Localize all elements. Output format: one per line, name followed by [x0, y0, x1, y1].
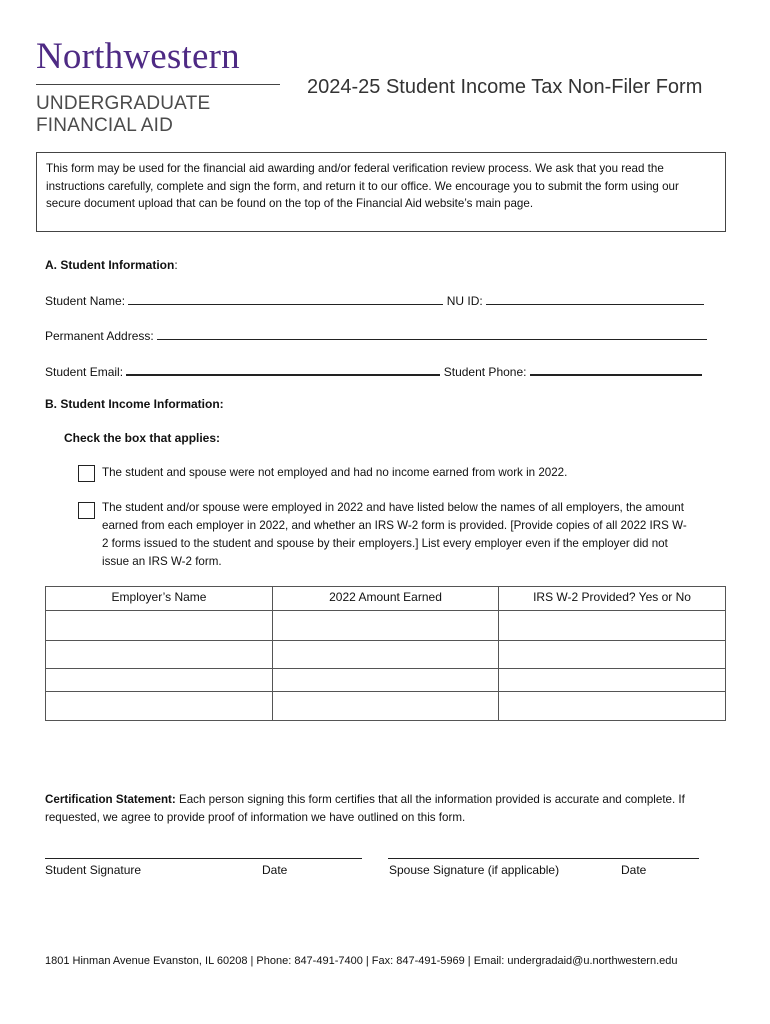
logo-subtitle	[36, 93, 210, 137]
northwestern-logo: Northwestern	[36, 36, 240, 77]
phone-label: Student Phone:	[443, 365, 527, 379]
intro-text: This form may be used for the financial aid awarding and/or federal verification review process. We ask that you read the instructions carefully, complete and sign the form, and return it to our office. We encourage you to submit the form using our secure document upload that can be found on the top of the Financial Aid website’s main page.	[46, 162, 679, 210]
phone-field[interactable]	[530, 362, 702, 376]
table-row	[46, 692, 726, 721]
amount-cell[interactable]	[273, 611, 499, 641]
student-name-label: Student Name:	[45, 294, 126, 308]
w2-cell[interactable]	[499, 692, 726, 721]
form-title: 2024-25 Student Income Tax Non-Filer Form	[307, 76, 703, 98]
amount-cell[interactable]	[273, 641, 499, 669]
address-row	[45, 327, 707, 344]
section-a-title: A. Student Information	[45, 258, 175, 272]
student-signature-line[interactable]	[45, 858, 362, 859]
logo-subtitle-line1: UNDERGRADUATE	[36, 93, 211, 114]
employer-name-cell[interactable]	[46, 641, 273, 669]
intro-box	[36, 152, 726, 232]
student-signature-label: Student Signature	[45, 863, 142, 877]
w2-cell[interactable]	[499, 611, 726, 641]
address-label: Permanent Address:	[45, 329, 154, 343]
col-employer-name: Employer’s Name	[46, 587, 273, 611]
amount-cell[interactable]	[273, 669, 499, 692]
spouse-signature-line[interactable]	[388, 858, 699, 859]
logo-subtitle-line2: FINANCIAL AID	[36, 115, 174, 136]
section-a-colon: :	[174, 258, 178, 272]
certification-text: Each person signing this form certifies that all the information provided is accurate and complete. If requested, we agree to provide proof of information we have outlined on this form.	[45, 793, 685, 824]
employed-option-text: The student and/or spouse were employed in 2022 and have listed below the names of all employers, the amount earned from each employer in 2022, and whether an IRS W-2 form is provided. [Provide copies of all 2022 IRS W-2 forms issued to the student and spouse by their employers.] List every employer even if the employer did not issue an IRS W-2 form.	[102, 501, 687, 568]
employer-name-cell[interactable]	[46, 692, 273, 721]
address-field[interactable]	[157, 327, 707, 340]
student-name-field[interactable]	[128, 292, 443, 305]
certification-statement	[45, 791, 725, 827]
nu-id-label: NU ID:	[446, 294, 483, 308]
student-name-row	[45, 292, 704, 309]
section-b-heading: B. Student Income Information:	[45, 397, 224, 411]
table-row	[46, 611, 726, 641]
amount-cell[interactable]	[273, 692, 499, 721]
employed-checkbox[interactable]	[78, 502, 95, 519]
col-amount-earned: 2022 Amount Earned	[273, 587, 499, 611]
spouse-signature-label: Spouse Signature (if applicable)	[389, 863, 560, 877]
no-income-option-text: The student and spouse were not employed and had no income earned from work in 2022.	[102, 466, 568, 479]
student-date-label: Date	[262, 863, 288, 877]
email-phone-row	[45, 362, 702, 380]
logo-divider	[36, 84, 280, 85]
col-w2-provided: IRS W-2 Provided? Yes or No	[499, 587, 726, 611]
employer-table	[45, 586, 726, 721]
table-row	[46, 641, 726, 669]
w2-cell[interactable]	[499, 641, 726, 669]
employer-name-cell[interactable]	[46, 669, 273, 692]
table-header-row	[46, 587, 726, 611]
table-row	[46, 669, 726, 692]
section-a-heading	[45, 258, 178, 273]
w2-cell[interactable]	[499, 669, 726, 692]
spouse-date-label: Date	[621, 863, 647, 877]
nu-id-field[interactable]	[486, 292, 704, 305]
certification-label: Certification Statement:	[45, 793, 176, 806]
check-instruction: Check the box that applies:	[64, 431, 221, 445]
email-label: Student Email:	[45, 365, 124, 379]
email-field[interactable]	[126, 362, 440, 376]
footer-contact: 1801 Hinman Avenue Evanston, IL 60208 | Phone: 847-491-7400 | Fax: 847-491-5969 | Email: undergradaid@u.northwestern.edu	[45, 955, 678, 967]
no-income-checkbox[interactable]	[78, 465, 95, 482]
employer-name-cell[interactable]	[46, 611, 273, 641]
